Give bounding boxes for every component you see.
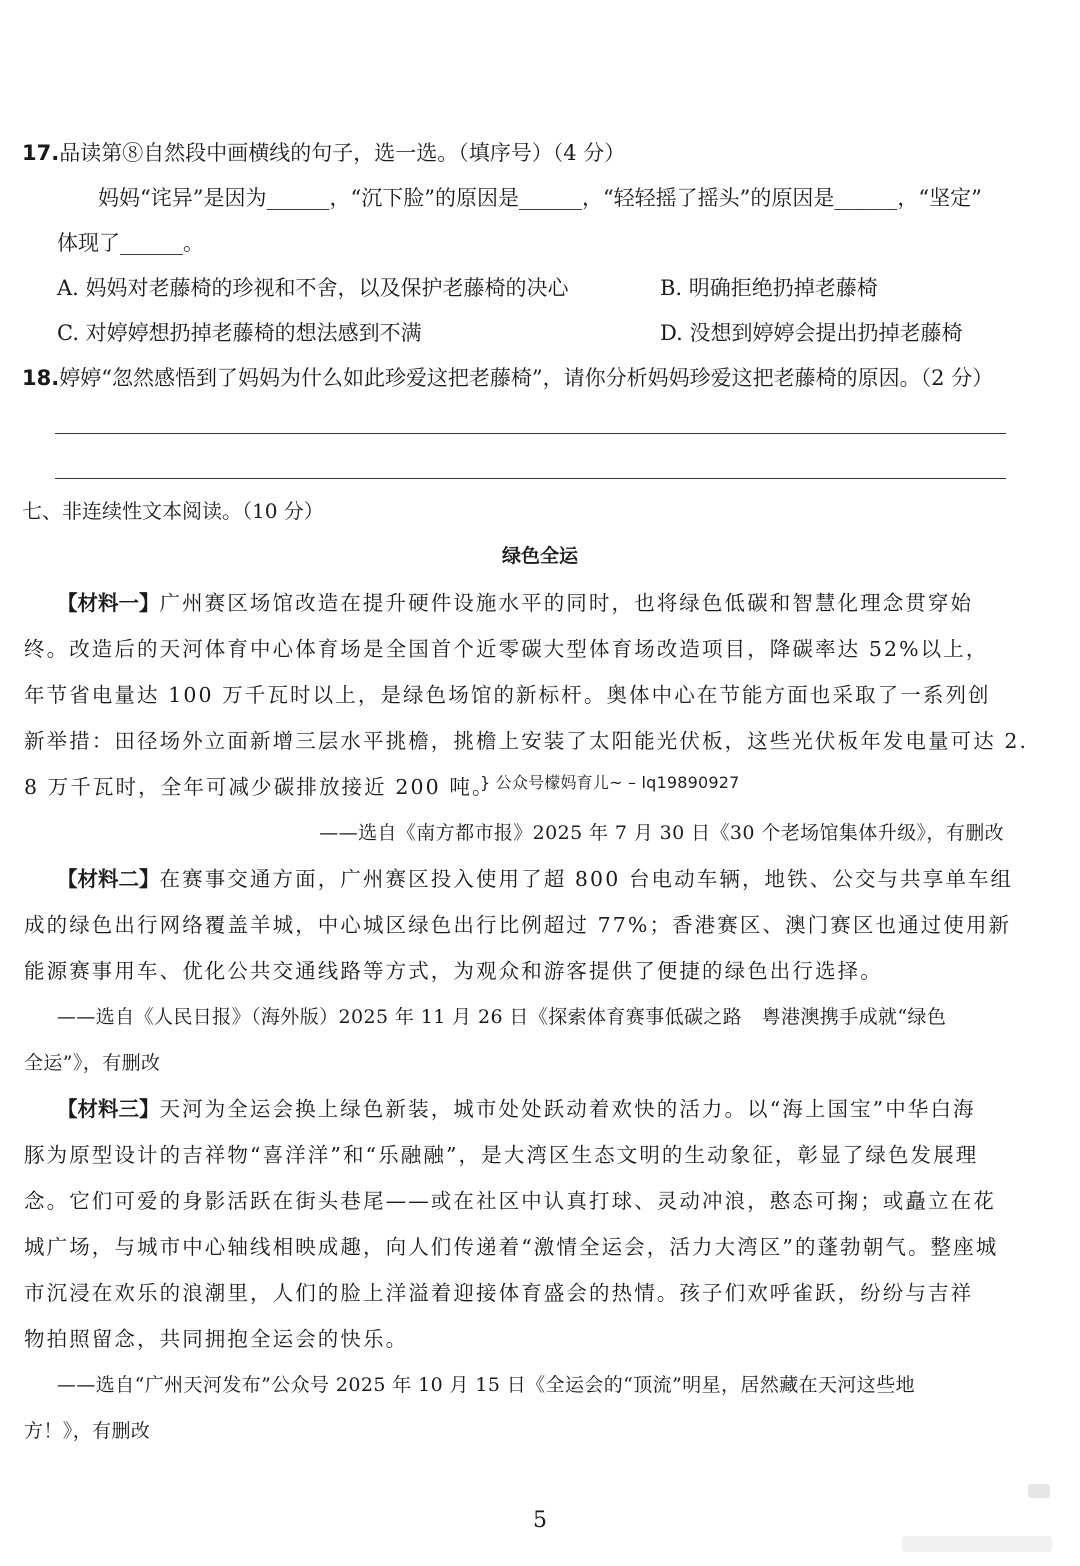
material-3-source-line-1: ——选自“广州天河发布”公众号 2025 年 10 月 15 日《全运会的“顶流”明星，居然藏在天河这些地 [57, 1374, 915, 1396]
question-18-prompt [22, 363, 993, 393]
material-1-source: ——选自《南方都市报》2025 年 7 月 30 日《30 个老场馆集体升级》，有删改 [319, 822, 1004, 844]
material-3-line-3: 念。它们可爱的身影活跃在街头巷尾——或在社区中认真打球、灵动冲浪，憨态可掬；或矗立在花 [24, 1189, 996, 1213]
material-2-source-line-1: ——选自《人民日报》（海外版）2025 年 11 月 26 日《探索体育赛事低碳之路 粤港澳携手成就“绿色 [57, 1006, 947, 1028]
question-17-blanks-line1: 妈妈“诧异”是因为______，“沉下脸”的原因是______，“轻轻摇了摇头”的原因是______，“坚定” [98, 186, 982, 210]
material-1-line-1: 【材料一】广州赛区场馆改造在提升硬件设施水平的同时，也将绿色低碳和智慧化理念贯穿始 [57, 591, 974, 615]
material-3-line-6: 物拍照留念，共同拥抱全运会的快乐。 [24, 1327, 409, 1351]
option-a: A. 妈妈对老藤椅的珍视和不舍，以及保护老藤椅的决心 [57, 276, 569, 300]
question-18-text: 婷婷“忽然感悟到了妈妈为什么如此珍爱这把老藤椅”，请你分析妈妈珍爱这把老藤椅的原因。（2 分） [59, 366, 994, 390]
material-3-line-1: 【材料三】天河为全运会换上绿色新装，城市处处跃动着欢快的活力。以“海上国宝”中华白海 [57, 1097, 976, 1121]
watermark-text: } 公众号檬妈育儿~ – lq19890927 [480, 773, 740, 792]
material-1-line-4: 新举措：田径场外立面新增三层水平挑檐，挑檐上安装了太阳能光伏板，这些光伏板年发电量可达 2. [24, 729, 1029, 753]
corner-watermark-icon [1028, 1484, 1050, 1498]
material-2-line-1: 【材料二】在赛事交通方面，广州赛区投入使用了超 800 台电动车辆，地铁、公交与共享单车组 [57, 867, 1014, 891]
option-c: C. 对婷婷想扔掉老藤椅的想法感到不满 [57, 321, 422, 345]
question-17-blanks-line2: 体现了______。 [57, 231, 204, 255]
option-d: D. 没想到婷婷会提出扔掉老藤椅 [660, 321, 963, 345]
material-1-line-3: 年节省电量达 100 万千瓦时以上，是绿色场馆的新标杆。奥体中心在节能方面也采取了一系列创 [24, 683, 991, 707]
passage-title: 绿色全运 [501, 545, 578, 567]
corner-watermark [902, 1536, 1052, 1552]
section-7-heading: 七、非连续性文本阅读。（10 分） [22, 499, 324, 523]
material-3-line-5: 市沉浸在欢乐的浪潮里，人们的脸上洋溢着迎接体育盛会的热情。孩子们欢呼雀跃，纷纷与吉祥 [24, 1281, 974, 1305]
material-1-line-2: 终。改造后的天河体育中心体育场是全国首个近零碳大型体育场改造项目，降碳率达 52%以上， [24, 637, 989, 661]
answer-line-1 [55, 433, 1006, 434]
material-2-line-3: 能源赛事用车、优化公共交通线路等方式，为观众和游客提供了便捷的绿色出行选择。 [24, 959, 883, 983]
question-17-number: 17. [22, 141, 60, 165]
material-2-source-line-2: 全运”》，有删改 [24, 1052, 161, 1074]
page-number: 5 [533, 1508, 547, 1533]
question-17-text: 品读第⑧自然段中画横线的句子，选一选。（填序号）（4 分） [59, 141, 626, 165]
question-17-prompt [22, 138, 625, 168]
option-b: B. 明确拒绝扔掉老藤椅 [660, 276, 878, 300]
material-3-line-4: 城广场，与城市中心轴线相映成趣，向人们传递着“激情全运会，活力大湾区”的蓬勃朝气。整座城 [24, 1235, 999, 1259]
material-1-line-5: 8 万千瓦时，全年可减少碳排放接近 200 吨。 [24, 775, 495, 799]
material-3-source-line-2: 方！》，有删改 [24, 1420, 151, 1442]
material-1-tag: 【材料一】 [57, 591, 160, 615]
question-18-number: 18. [22, 366, 60, 390]
answer-line-2 [55, 478, 1006, 479]
material-3-line-2: 豚为原型设计的吉祥物“喜洋洋”和“乐融融”，是大湾区生态文明的生动象征，彰显了绿色发展理 [24, 1143, 979, 1167]
material-2-line-2: 成的绿色出行网络覆盖羊城，中心城区绿色出行比例超过 77%；香港赛区、澳门赛区也通过使用新 [24, 913, 1012, 937]
material-2-tag: 【材料二】 [57, 867, 160, 891]
material-3-tag: 【材料三】 [57, 1097, 160, 1121]
